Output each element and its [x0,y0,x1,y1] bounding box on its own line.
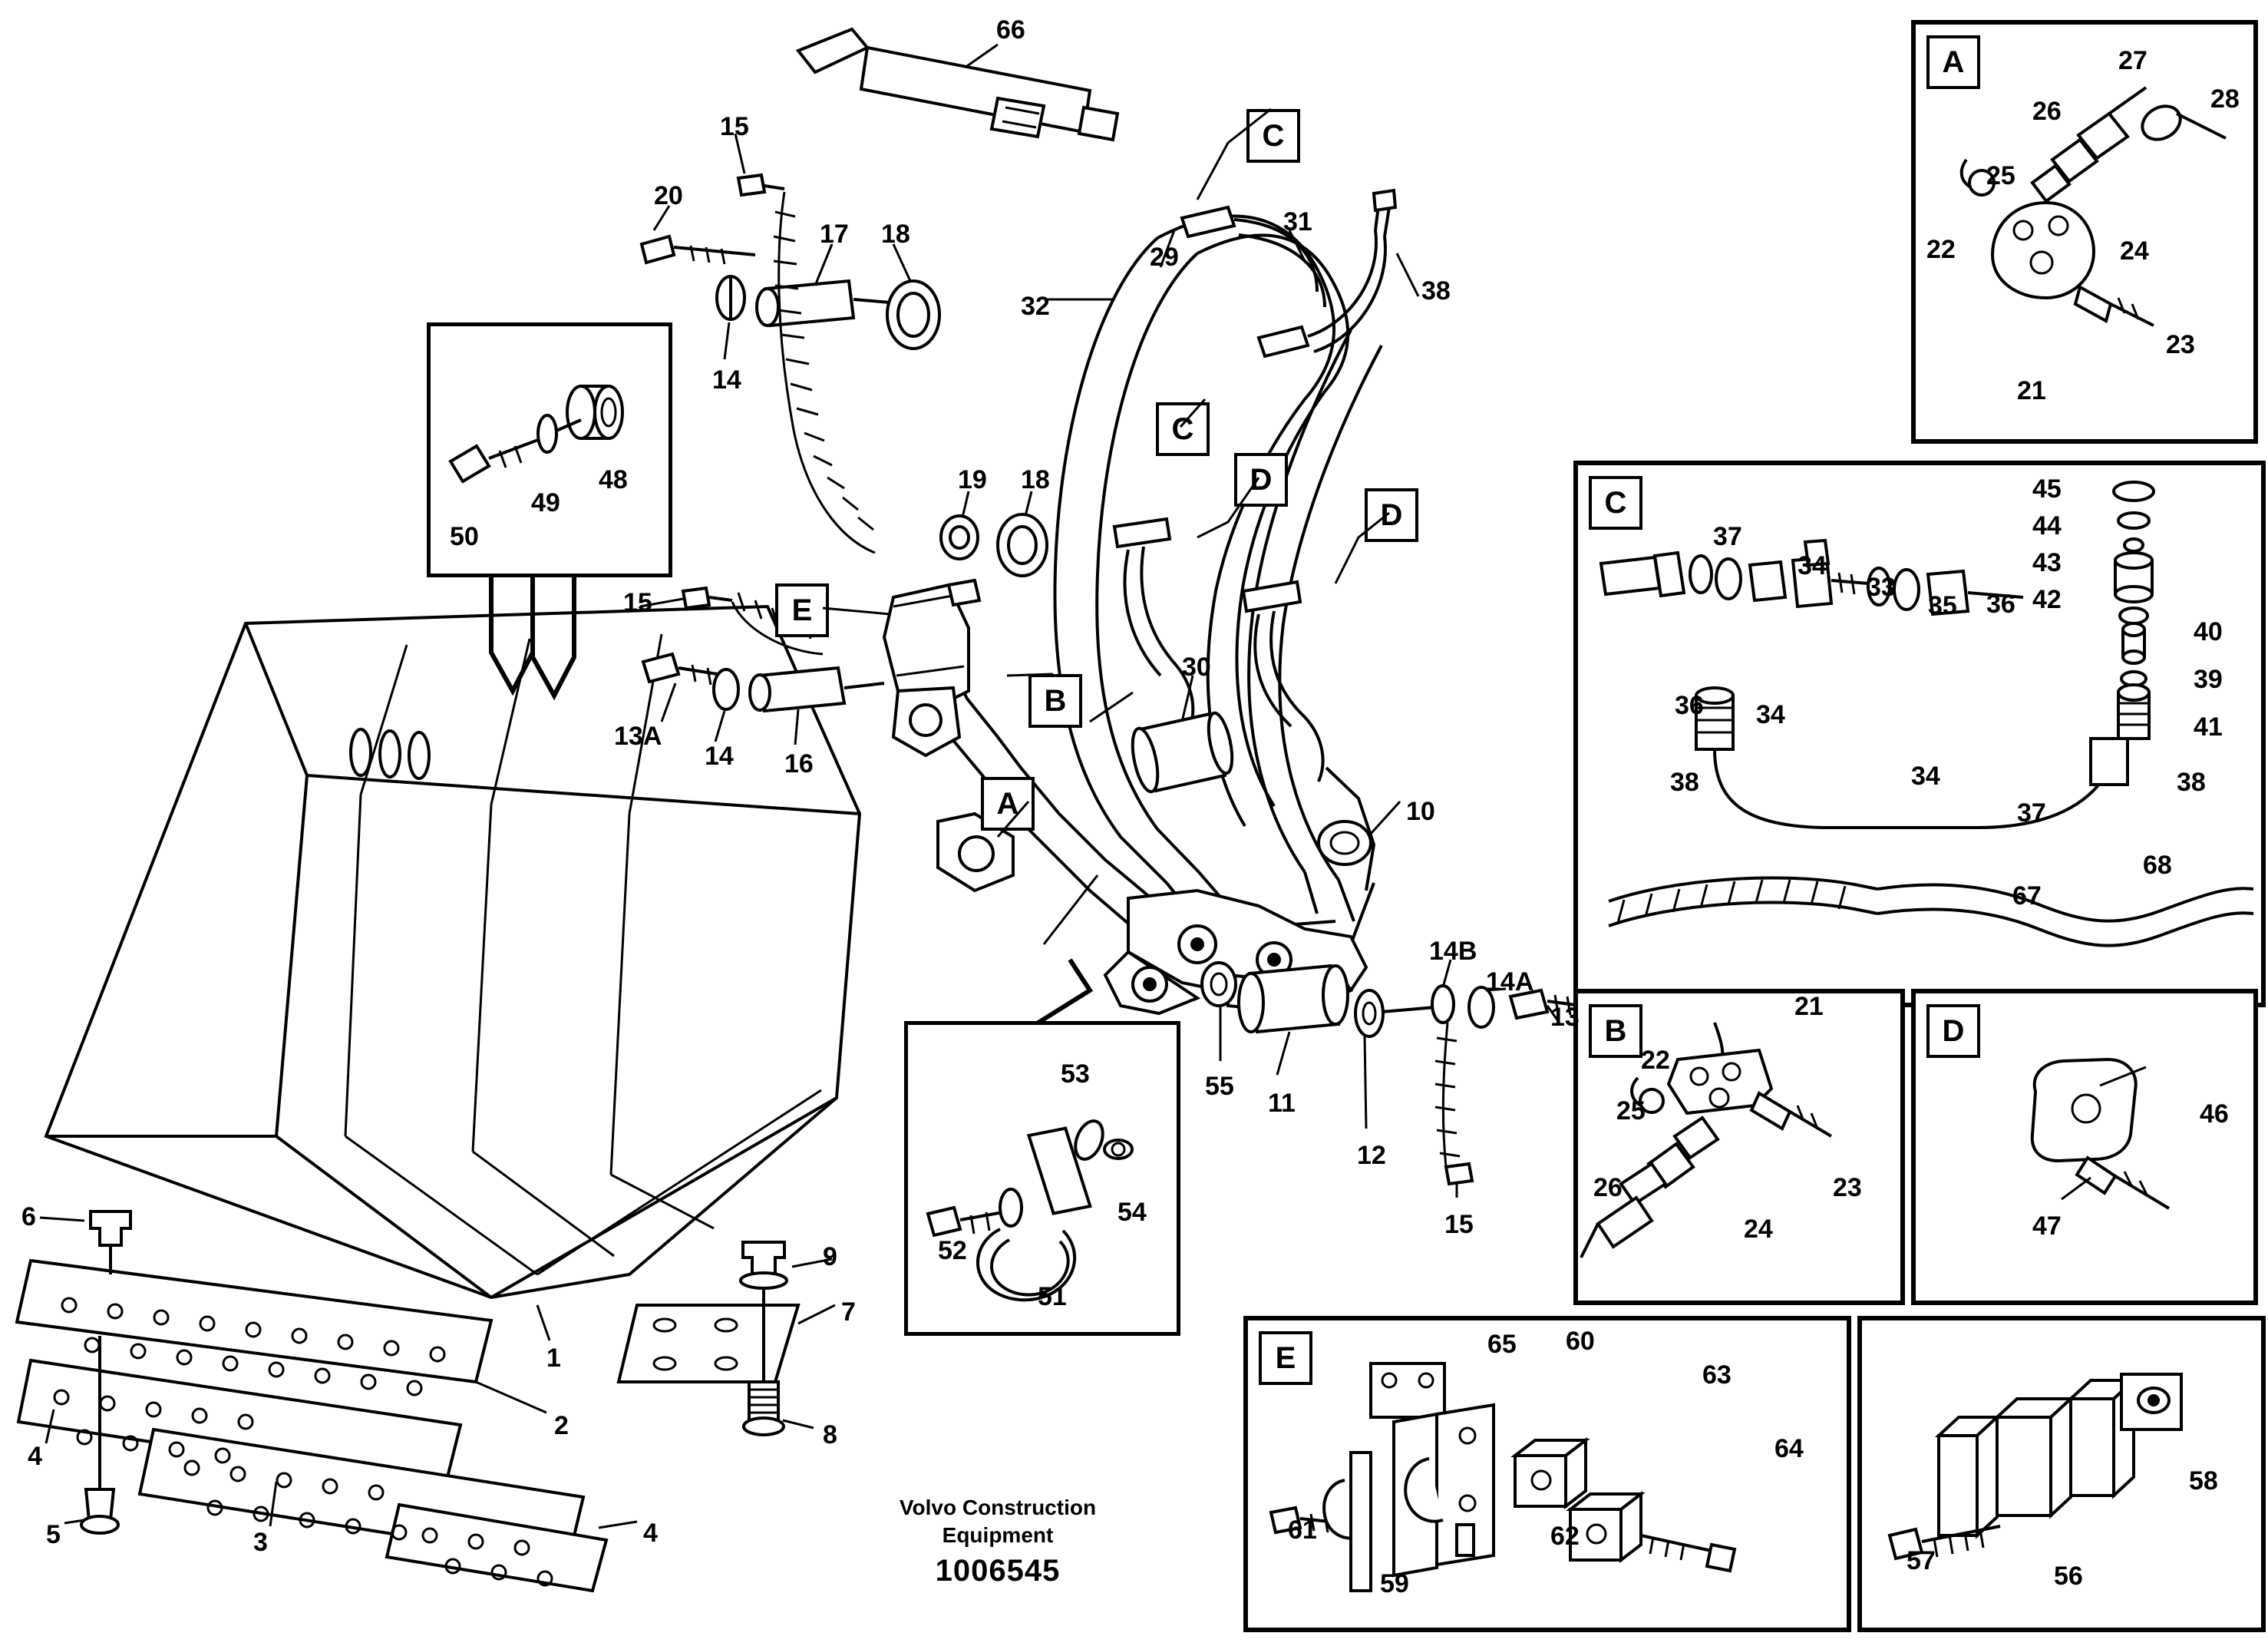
callout-C-34-a: 34 [1798,551,1827,580]
callout-29: 29 [1150,243,1179,272]
callout-18-b: 18 [1021,465,1050,494]
callout-14A: 14A [1486,967,1534,997]
panel-C [1573,461,2266,1007]
callout-B-25: 25 [1616,1096,1646,1125]
callout-11: 11 [1268,1089,1296,1118]
callout-C-34-b: 34 [1756,700,1785,729]
callout-C-44: 44 [2032,511,2062,540]
callout-12: 12 [1357,1141,1386,1170]
panel-E-label: E [1259,1331,1312,1385]
callout-2: 2 [554,1411,569,1440]
callout-C-41: 41 [2194,712,2223,742]
callout-14-a: 14 [712,365,741,395]
callout-C-40: 40 [2194,617,2223,646]
callout-B-26: 26 [1593,1173,1623,1202]
marker-E-main: E [775,583,829,637]
callout-7: 7 [841,1297,856,1327]
mount-plate-assembly [619,1242,798,1435]
panel-A-label: A [1926,35,1980,89]
callout-19: 19 [958,465,987,494]
callout-F-58: 58 [2189,1466,2218,1496]
callout-3: 3 [253,1528,268,1557]
callout-13A: 13A [614,722,662,751]
panel-B-label: B [1589,1004,1642,1058]
callout-50: 50 [450,522,479,551]
callout-C-39: 39 [2194,665,2223,694]
marker-A-main: A [981,777,1035,831]
callout-E-59: 59 [1380,1569,1409,1598]
strap-66 [798,29,1117,140]
callout-B-21: 21 [1794,992,1824,1021]
callout-5: 5 [46,1520,61,1549]
company-name-line1: Volvo Construction [899,1496,1097,1519]
callout-13: 13 [1550,1003,1580,1032]
callout-C-67: 67 [2012,881,2042,911]
callout-C-37-b: 37 [2017,798,2046,828]
panel-E [1243,1316,1851,1632]
callout-E-60: 60 [1566,1327,1595,1356]
callout-30: 30 [1182,653,1211,682]
callout-14-b: 14 [705,742,734,771]
marker-C-mid: C [1156,402,1210,456]
callout-54: 54 [1117,1198,1147,1227]
hydraulic-cylinder [884,580,979,755]
callout-E-61: 61 [1288,1515,1317,1545]
callout-C-37-a: 37 [1713,522,1742,551]
part-number: 1006545 [935,1554,1061,1588]
callout-15-b: 15 [623,588,652,617]
callout-C-36-a: 36 [1986,590,2015,619]
box-leader-51 [1028,960,1090,1029]
callout-A-21: 21 [2017,376,2046,405]
callout-53: 53 [1061,1059,1090,1089]
callout-E-65: 65 [1487,1330,1517,1359]
callout-17: 17 [820,220,849,249]
callout-A-26: 26 [2032,97,2062,126]
callout-C-36-b: 36 [1675,691,1704,720]
callout-C-68: 68 [2143,851,2172,880]
callout-A-25: 25 [1986,161,2015,190]
panel-C-linework [1578,465,2261,1003]
callout-1: 1 [546,1344,561,1373]
callout-E-63: 63 [1702,1360,1732,1390]
callout-D-47: 47 [2032,1211,2062,1241]
callout-B-22: 22 [1641,1046,1670,1075]
callout-32: 32 [1021,292,1050,321]
callout-C-33: 33 [1867,573,1896,602]
callout-A-22: 22 [1926,235,1956,264]
callout-A-23: 23 [2166,330,2195,359]
callout-10: 10 [1406,797,1435,826]
callout-C-38-a: 38 [1670,768,1699,797]
callout-A-24: 24 [2120,236,2149,266]
seal-group-mid [941,514,1047,576]
callout-20: 20 [654,181,683,210]
callout-31: 31 [1283,207,1312,236]
callout-4-a: 4 [28,1442,42,1471]
marker-D-right: D [1365,488,1418,542]
callout-14B: 14B [1429,937,1477,966]
panel-C-label: C [1589,476,1642,530]
callout-E-62: 62 [1550,1522,1580,1551]
callout-C-45: 45 [2032,474,2062,504]
callout-C-35: 35 [1928,591,1957,620]
callout-8: 8 [823,1420,837,1449]
company-name-line2: Equipment [942,1523,1054,1547]
callout-C-42: 42 [2032,585,2062,614]
callout-B-24: 24 [1744,1215,1773,1244]
callout-4-b: 4 [643,1519,658,1548]
callout-16: 16 [784,749,814,778]
callout-C-38-b: 38 [2177,768,2206,797]
callout-48: 48 [599,465,628,494]
callout-49: 49 [531,488,560,517]
callout-F-57: 57 [1907,1546,1936,1575]
callout-18-a: 18 [881,220,910,249]
panel-E-linework [1248,1320,1847,1628]
callout-C-34-c: 34 [1911,762,1940,791]
callout-A-27: 27 [2118,46,2148,75]
callout-66: 66 [996,15,1025,45]
marker-C-top: C [1246,109,1300,163]
callout-E-64: 64 [1774,1434,1804,1463]
callout-52: 52 [938,1236,967,1265]
callout-51: 51 [1038,1282,1067,1311]
box-leader-50 [491,570,574,696]
callout-B-23: 23 [1833,1173,1862,1202]
callout-38-main: 38 [1421,276,1451,306]
callout-C-43: 43 [2032,548,2062,577]
marker-D-left: D [1234,453,1288,507]
callout-15-c: 15 [1444,1210,1474,1239]
panel-D-label: D [1926,1004,1980,1058]
callout-9: 9 [823,1242,837,1271]
callout-A-28: 28 [2210,84,2240,114]
callout-6: 6 [21,1202,36,1231]
marker-B-main: B [1028,674,1082,728]
pipe-30 [1114,519,1323,794]
callout-D-46: 46 [2200,1099,2229,1129]
bucket-assembly [46,607,860,1297]
callout-15-a: 15 [720,112,749,141]
callout-F-56: 56 [2054,1562,2083,1591]
callout-55: 55 [1205,1072,1234,1101]
